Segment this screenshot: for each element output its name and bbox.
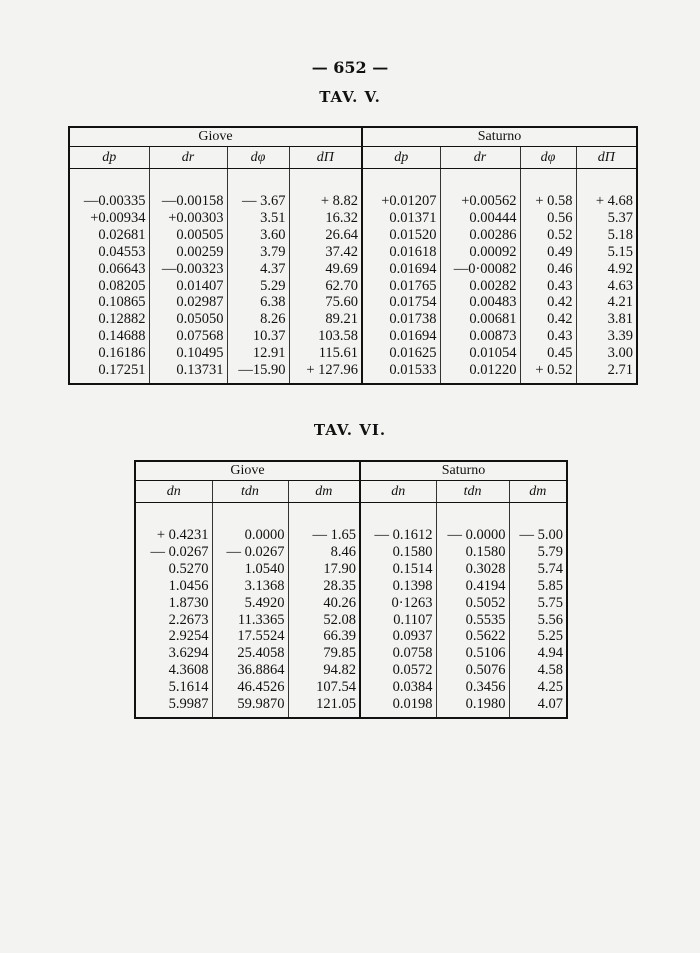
column-header: dn — [135, 481, 212, 503]
table-cell: 0.01694 — [362, 261, 440, 278]
table-cell: 0.49 — [520, 244, 576, 261]
table-cell: 0.0000 — [212, 527, 288, 544]
table-cell: 2.9254 — [135, 628, 212, 645]
column-header: dφ — [520, 147, 576, 169]
table-cell: 0.0572 — [360, 662, 436, 679]
table-cell: 0.05050 — [149, 311, 227, 328]
table-cell: 0.0198 — [360, 696, 436, 713]
table-row — [69, 261, 637, 278]
table-cell: 3.81 — [607, 311, 634, 328]
table-cell: 0.5106 — [436, 645, 509, 662]
group-header-giove: Giove — [135, 461, 360, 481]
table-row — [135, 645, 567, 662]
table-row — [69, 294, 637, 311]
column-header: tdn — [212, 481, 288, 503]
table-cell: 3.00 — [607, 345, 634, 362]
table-row — [135, 696, 567, 713]
table-cell: 0.4194 — [436, 578, 509, 595]
table-cell: 0.01618 — [362, 244, 440, 261]
table-cell: 0·1263 — [360, 595, 436, 612]
table-cell: + 0.58 — [520, 193, 576, 210]
table-row — [135, 544, 567, 561]
table-cell: 0.42 — [520, 311, 576, 328]
table-cell: 0.1580 — [436, 544, 509, 561]
table-row — [69, 311, 637, 328]
table-cell: — 0.1612 — [360, 527, 436, 544]
table-cell: 4.63 — [607, 277, 634, 294]
column-header: dp — [362, 147, 440, 169]
table-cell: 36.8864 — [212, 662, 288, 679]
group-header-saturno: Saturno — [362, 127, 637, 147]
table-cell: 16.32 — [289, 210, 362, 227]
table-cell: 0.5535 — [436, 612, 509, 629]
table-tav-v — [68, 126, 638, 385]
table-row — [69, 328, 637, 345]
table-cell: 5.79 — [537, 543, 564, 560]
table-cell: 8.26 — [227, 311, 289, 328]
table-cell: 0.01625 — [362, 345, 440, 362]
table-cell: 75.60 — [289, 294, 362, 311]
table-cell: 0.01520 — [362, 227, 440, 244]
table-cell: 0.04553 — [69, 244, 149, 261]
table-cell: 121.05 — [288, 696, 360, 713]
table-row — [69, 227, 637, 244]
table-cell: 2.71 — [607, 362, 634, 379]
table-cell: 5.25 — [537, 628, 564, 645]
table-cell: 0.52 — [520, 227, 576, 244]
table-cell: 49.69 — [289, 261, 362, 278]
column-header: dΠ — [289, 147, 362, 169]
table-row — [69, 210, 637, 227]
column-header: dn — [360, 481, 436, 503]
table-row — [69, 193, 637, 210]
table-cell: 0.01738 — [362, 311, 440, 328]
column-header: dp — [69, 147, 149, 169]
table-cell: + 127.96 — [289, 362, 362, 379]
table-cell: 0.56 — [520, 210, 576, 227]
table-cell: +0.00934 — [69, 210, 149, 227]
table-cell: 3.1368 — [212, 578, 288, 595]
table-cell: 0.00286 — [440, 227, 520, 244]
table-row — [135, 595, 567, 612]
table-cell: —0·00082 — [440, 261, 520, 278]
table-caption-tav-vi: TAV. VI. — [313, 421, 387, 439]
table-cell: 0.14688 — [69, 328, 149, 345]
column-header: dm — [509, 481, 567, 503]
table-cell: 0.00681 — [440, 311, 520, 328]
table-cell: 0.42 — [520, 294, 576, 311]
column-header: dr — [149, 147, 227, 169]
table-row — [135, 628, 567, 645]
table-cell: 59.9870 — [212, 696, 288, 713]
table-row — [69, 278, 637, 295]
table-cell: 11.3365 — [212, 612, 288, 629]
table-cell: 28.35 — [288, 578, 360, 595]
table-cell: 0.00092 — [440, 244, 520, 261]
table-row — [69, 244, 637, 261]
table-cell: 4.37 — [227, 261, 289, 278]
table-cell: 0.00505 — [149, 227, 227, 244]
table-cell: 0.45 — [520, 345, 576, 362]
table-cell: 3.6294 — [135, 645, 212, 662]
table-cell: 25.4058 — [212, 645, 288, 662]
table-cell: 5.56 — [537, 611, 564, 628]
table-cell: 4.07 — [537, 696, 564, 713]
table-cell: 0.5270 — [135, 561, 212, 578]
table-cell: 0.01694 — [362, 328, 440, 345]
table-cell: 0.00259 — [149, 244, 227, 261]
table-cell: —0.00323 — [149, 261, 227, 278]
table-cell: 26.64 — [289, 227, 362, 244]
table-cell: 52.08 — [288, 612, 360, 629]
table-cell: 0.12882 — [69, 311, 149, 328]
table-cell: 46.4526 — [212, 679, 288, 696]
table-cell: +0.00562 — [440, 193, 520, 210]
table-cell: 0.16186 — [69, 345, 149, 362]
table-cell: 0.01754 — [362, 294, 440, 311]
table-cell: 5.37 — [607, 209, 634, 226]
table-cell: 3.79 — [227, 244, 289, 261]
table-cell: 4.92 — [607, 260, 634, 277]
table-cell: 37.42 — [289, 244, 362, 261]
table-cell: — 3.67 — [227, 193, 289, 210]
table-cell: 0.13731 — [149, 362, 227, 379]
table-cell: 89.21 — [289, 311, 362, 328]
table-row — [69, 345, 637, 362]
table-cell: + 0.52 — [520, 362, 576, 379]
table-cell: 5.74 — [537, 560, 564, 577]
table-cell: 5.29 — [227, 278, 289, 295]
table-cell: 0.43 — [520, 328, 576, 345]
table-cell: 2.2673 — [135, 612, 212, 629]
table-cell: 5.75 — [537, 594, 564, 611]
table-cell: 1.0540 — [212, 561, 288, 578]
table-cell: 0.10865 — [69, 294, 149, 311]
table-cell: — 0.0267 — [135, 544, 212, 561]
table-row — [135, 527, 567, 544]
table-cell: + 8.82 — [289, 193, 362, 210]
table-cell: 0.3456 — [436, 679, 509, 696]
group-header-giove: Giove — [69, 127, 362, 147]
table-cell: 6.38 — [227, 294, 289, 311]
table-cell: 0.08205 — [69, 278, 149, 295]
column-header: dΠ — [576, 147, 637, 169]
table-cell: +0.00303 — [149, 210, 227, 227]
table-cell: 3.60 — [227, 227, 289, 244]
table-cell: 5.9987 — [135, 696, 212, 713]
table-cell: 0.0758 — [360, 645, 436, 662]
table-cell: 3.39 — [607, 328, 634, 345]
table-cell: — 5.00 — [519, 527, 564, 543]
table-cell: 0.5076 — [436, 662, 509, 679]
table-cell: 0.01054 — [440, 345, 520, 362]
table-cell: 40.26 — [288, 595, 360, 612]
table-cell: +0.01207 — [362, 193, 440, 210]
table-cell: 0.1980 — [436, 696, 509, 713]
table-cell: 0.1398 — [360, 578, 436, 595]
table-cell: —15.90 — [227, 362, 289, 379]
table-cell: 0.00282 — [440, 278, 520, 295]
table-cell: 0.17251 — [69, 362, 149, 379]
table-cell: 0.1514 — [360, 561, 436, 578]
table-cell: 0.01533 — [362, 362, 440, 379]
table-row — [69, 362, 637, 379]
table-cell: 5.15 — [607, 243, 634, 260]
table-cell: 0.10495 — [149, 345, 227, 362]
table-cell: 17.5524 — [212, 628, 288, 645]
table-cell: 3.51 — [227, 210, 289, 227]
group-header-saturno: Saturno — [360, 461, 567, 481]
table-cell: 66.39 — [288, 628, 360, 645]
table-cell: 5.4920 — [212, 595, 288, 612]
table-cell: 10.37 — [227, 328, 289, 345]
table-cell: —0.00335 — [69, 193, 149, 210]
table-cell: 5.18 — [607, 226, 634, 243]
table-row — [135, 612, 567, 629]
table-cell: 0.5622 — [436, 628, 509, 645]
page-number: — 652 — — [311, 58, 389, 77]
table-body-tav-v — [69, 193, 637, 379]
table-cell: 0.01407 — [149, 278, 227, 295]
table-cell: 0.43 — [520, 278, 576, 295]
table-cell: 4.3608 — [135, 662, 212, 679]
table-row — [135, 679, 567, 696]
table-cell: 103.58 — [289, 328, 362, 345]
table-cell: 0.06643 — [69, 261, 149, 278]
table-cell: 4.94 — [537, 645, 564, 662]
table-cell: 0.1580 — [360, 544, 436, 561]
table-cell: + 4.68 — [595, 193, 634, 209]
table-cell: 8.46 — [288, 544, 360, 561]
table-row — [135, 561, 567, 578]
table-tav-vi — [134, 460, 568, 719]
table-row — [135, 662, 567, 679]
table-cell: 0.00873 — [440, 328, 520, 345]
table-cell: 4.25 — [537, 679, 564, 696]
table-cell: 0.02681 — [69, 227, 149, 244]
table-cell: 0.01765 — [362, 278, 440, 295]
table-cell: 12.91 — [227, 345, 289, 362]
table-cell: 0.07568 — [149, 328, 227, 345]
table-cell: 0.01371 — [362, 210, 440, 227]
table-cell: — 1.65 — [288, 527, 360, 544]
table-cell: 5.1614 — [135, 679, 212, 696]
table-cell: 4.21 — [607, 294, 634, 311]
table-cell: 5.85 — [537, 577, 564, 594]
column-header: dm — [288, 481, 360, 503]
column-header: tdn — [436, 481, 509, 503]
table-body-tav-vi — [135, 527, 567, 713]
table-cell: 0.00483 — [440, 294, 520, 311]
column-header: dφ — [227, 147, 289, 169]
table-cell: — 0.0267 — [212, 544, 288, 561]
table-cell: 0.3028 — [436, 561, 509, 578]
table-cell: 17.90 — [288, 561, 360, 578]
table-cell: 0.02987 — [149, 294, 227, 311]
table-cell: + 0.4231 — [135, 527, 212, 544]
table-cell: 62.70 — [289, 278, 362, 295]
table-cell: 0.01220 — [440, 362, 520, 379]
table-cell: 0.1107 — [360, 612, 436, 629]
table-cell: 1.0456 — [135, 578, 212, 595]
table-cell: 115.61 — [289, 345, 362, 362]
table-cell: 0.46 — [520, 261, 576, 278]
table-cell: 0.00444 — [440, 210, 520, 227]
table-cell: 0.0384 — [360, 679, 436, 696]
table-cell: 0.0937 — [360, 628, 436, 645]
table-cell: 1.8730 — [135, 595, 212, 612]
table-row — [135, 578, 567, 595]
table-cell: 4.58 — [537, 662, 564, 679]
table-cell: — 0.0000 — [436, 527, 509, 544]
table-cell: 107.54 — [288, 679, 360, 696]
table-cell: —0.00158 — [149, 193, 227, 210]
column-header: dr — [440, 147, 520, 169]
table-caption-tav-v: TAV. V. — [319, 88, 381, 106]
table-cell: 94.82 — [288, 662, 360, 679]
table-cell: 79.85 — [288, 645, 360, 662]
table-cell: 0.5052 — [436, 595, 509, 612]
